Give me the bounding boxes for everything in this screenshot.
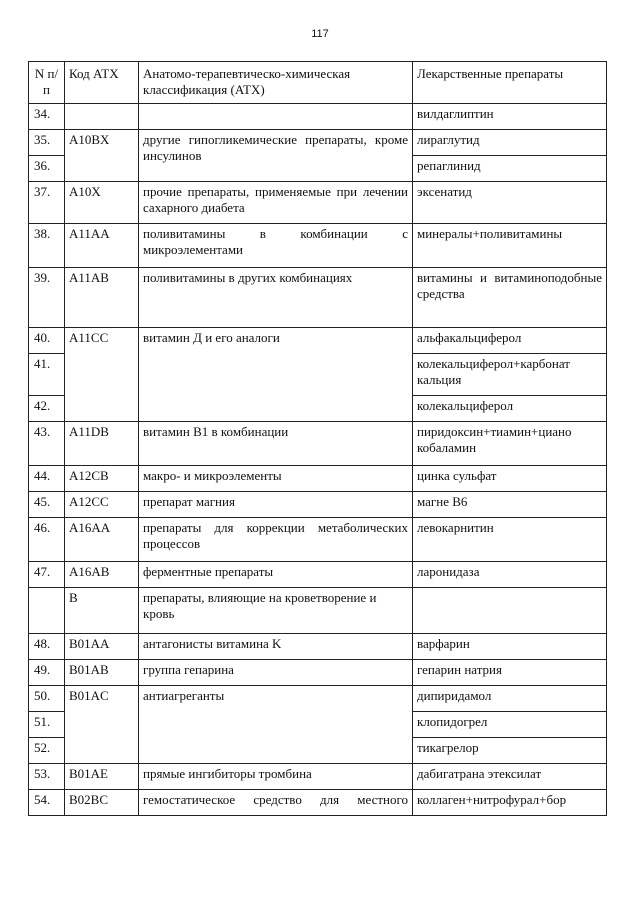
atc-code-cell: A16AA — [65, 518, 139, 562]
drug-cell: варфарин — [413, 634, 607, 660]
atc-code-cell: A16AB — [65, 562, 139, 588]
row-number: 34. — [29, 104, 65, 130]
row-number: 46. — [29, 518, 65, 562]
classification-cell: макро- и микроэлементы — [139, 466, 413, 492]
drug-cell: альфакальциферол — [413, 328, 607, 354]
drug-cell: клопидогрел — [413, 712, 607, 738]
classification-cell: витамин B1 в комбинации — [139, 422, 413, 466]
header-classification: Анатомо-терапевтическо-химическая классификация (АТХ) — [139, 62, 413, 104]
drug-cell: репаглинид — [413, 156, 607, 182]
table-row — [29, 466, 607, 492]
row-number: 44. — [29, 466, 65, 492]
atc-code-cell: B01AC — [65, 686, 139, 764]
atc-code-cell: A11DB — [65, 422, 139, 466]
classification-cell: прочие препараты, применяемые при лечении сахарного диабета — [139, 182, 413, 224]
row-number — [29, 588, 65, 634]
table-row — [29, 764, 607, 790]
atc-code-cell: B01AE — [65, 764, 139, 790]
classification-cell: антиагреганты — [139, 686, 413, 764]
classification-cell: препарат магния — [139, 492, 413, 518]
atc-code-cell: A11CC — [65, 328, 139, 422]
atc-code-cell: A10BX — [65, 130, 139, 182]
atc-code-cell — [65, 104, 139, 130]
row-number: 45. — [29, 492, 65, 518]
drug-cell: ларонидаза — [413, 562, 607, 588]
atc-code-cell: A11AB — [65, 268, 139, 328]
row-number: 50. — [29, 686, 65, 712]
atc-code-cell: A12CC — [65, 492, 139, 518]
atc-code-cell: B01AA — [65, 634, 139, 660]
atc-code-cell: A11AA — [65, 224, 139, 268]
drug-cell: пиридоксин+тиамин+циано кобаламин — [413, 422, 607, 466]
table-header-row — [29, 62, 607, 104]
row-number: 37. — [29, 182, 65, 224]
row-number: 54. — [29, 790, 65, 816]
classification-cell: поливитамины в других комбинациях — [139, 268, 413, 328]
drug-cell: дипиридамол — [413, 686, 607, 712]
row-number: 53. — [29, 764, 65, 790]
table-row — [29, 224, 607, 268]
drug-cell: магне B6 — [413, 492, 607, 518]
classification-cell: другие гипогликемические препараты, кроме инсулинов — [139, 130, 413, 182]
table-row — [29, 660, 607, 686]
drug-cell: коллаген+нитрофурал+бор — [413, 790, 607, 816]
row-number: 48. — [29, 634, 65, 660]
row-number: 42. — [29, 396, 65, 422]
drug-cell: лираглутид — [413, 130, 607, 156]
drug-cell: цинка сульфат — [413, 466, 607, 492]
atc-drug-table — [28, 61, 607, 816]
classification-cell — [139, 104, 413, 130]
drug-cell: вилдаглиптин — [413, 104, 607, 130]
drug-cell: колекальциферол+карбонат кальция — [413, 354, 607, 396]
atc-code-cell: B01AB — [65, 660, 139, 686]
table-row — [29, 328, 607, 354]
header-atc-code: Код АТХ — [65, 62, 139, 104]
classification-cell: антагонисты витамина K — [139, 634, 413, 660]
row-number: 39. — [29, 268, 65, 328]
classification-cell: группа гепарина — [139, 660, 413, 686]
table-row — [29, 104, 607, 130]
row-number: 40. — [29, 328, 65, 354]
atc-code-cell: A10X — [65, 182, 139, 224]
atc-code-cell: B — [65, 588, 139, 634]
table-row — [29, 422, 607, 466]
classification-cell: витамин Д и его аналоги — [139, 328, 413, 422]
table-row — [29, 790, 607, 816]
table-row — [29, 130, 607, 156]
table-row — [29, 686, 607, 712]
drug-cell — [413, 588, 607, 634]
row-number: 36. — [29, 156, 65, 182]
header-drugs: Лекарственные препараты — [413, 62, 607, 104]
row-number: 41. — [29, 354, 65, 396]
drug-cell: дабигатрана этексилат — [413, 764, 607, 790]
page-number: 117 — [311, 28, 329, 40]
classification-cell: препараты для коррекции метаболических процессов — [139, 518, 413, 562]
table-row — [29, 634, 607, 660]
table-row — [29, 268, 607, 328]
table-row — [29, 588, 607, 634]
drug-cell: гепарин натрия — [413, 660, 607, 686]
table-row — [29, 182, 607, 224]
atc-code-cell: A12CB — [65, 466, 139, 492]
drug-cell: минералы+поливитамины — [413, 224, 607, 268]
row-number: 35. — [29, 130, 65, 156]
row-number: 43. — [29, 422, 65, 466]
drug-cell: левокарнитин — [413, 518, 607, 562]
classification-cell: ферментные препараты — [139, 562, 413, 588]
classification-cell: гемостатическое средство для местного — [139, 790, 413, 816]
table-row — [29, 562, 607, 588]
row-number: 47. — [29, 562, 65, 588]
row-number: 49. — [29, 660, 65, 686]
drug-cell: витамины и витаминоподобные средства — [413, 268, 607, 328]
row-number: 52. — [29, 738, 65, 764]
header-number: N п/п — [29, 62, 65, 104]
drug-cell: эксенатид — [413, 182, 607, 224]
row-number: 38. — [29, 224, 65, 268]
drug-cell: тикагрелор — [413, 738, 607, 764]
table-row — [29, 492, 607, 518]
classification-cell: поливитамины в комбинации с микроэлементами — [139, 224, 413, 268]
table-row — [29, 518, 607, 562]
drug-cell: колекальциферол — [413, 396, 607, 422]
classification-cell: препараты, влияющие на кроветворение и кровь — [139, 588, 413, 634]
classification-cell: прямые ингибиторы тромбина — [139, 764, 413, 790]
row-number: 51. — [29, 712, 65, 738]
atc-code-cell: B02BC — [65, 790, 139, 816]
